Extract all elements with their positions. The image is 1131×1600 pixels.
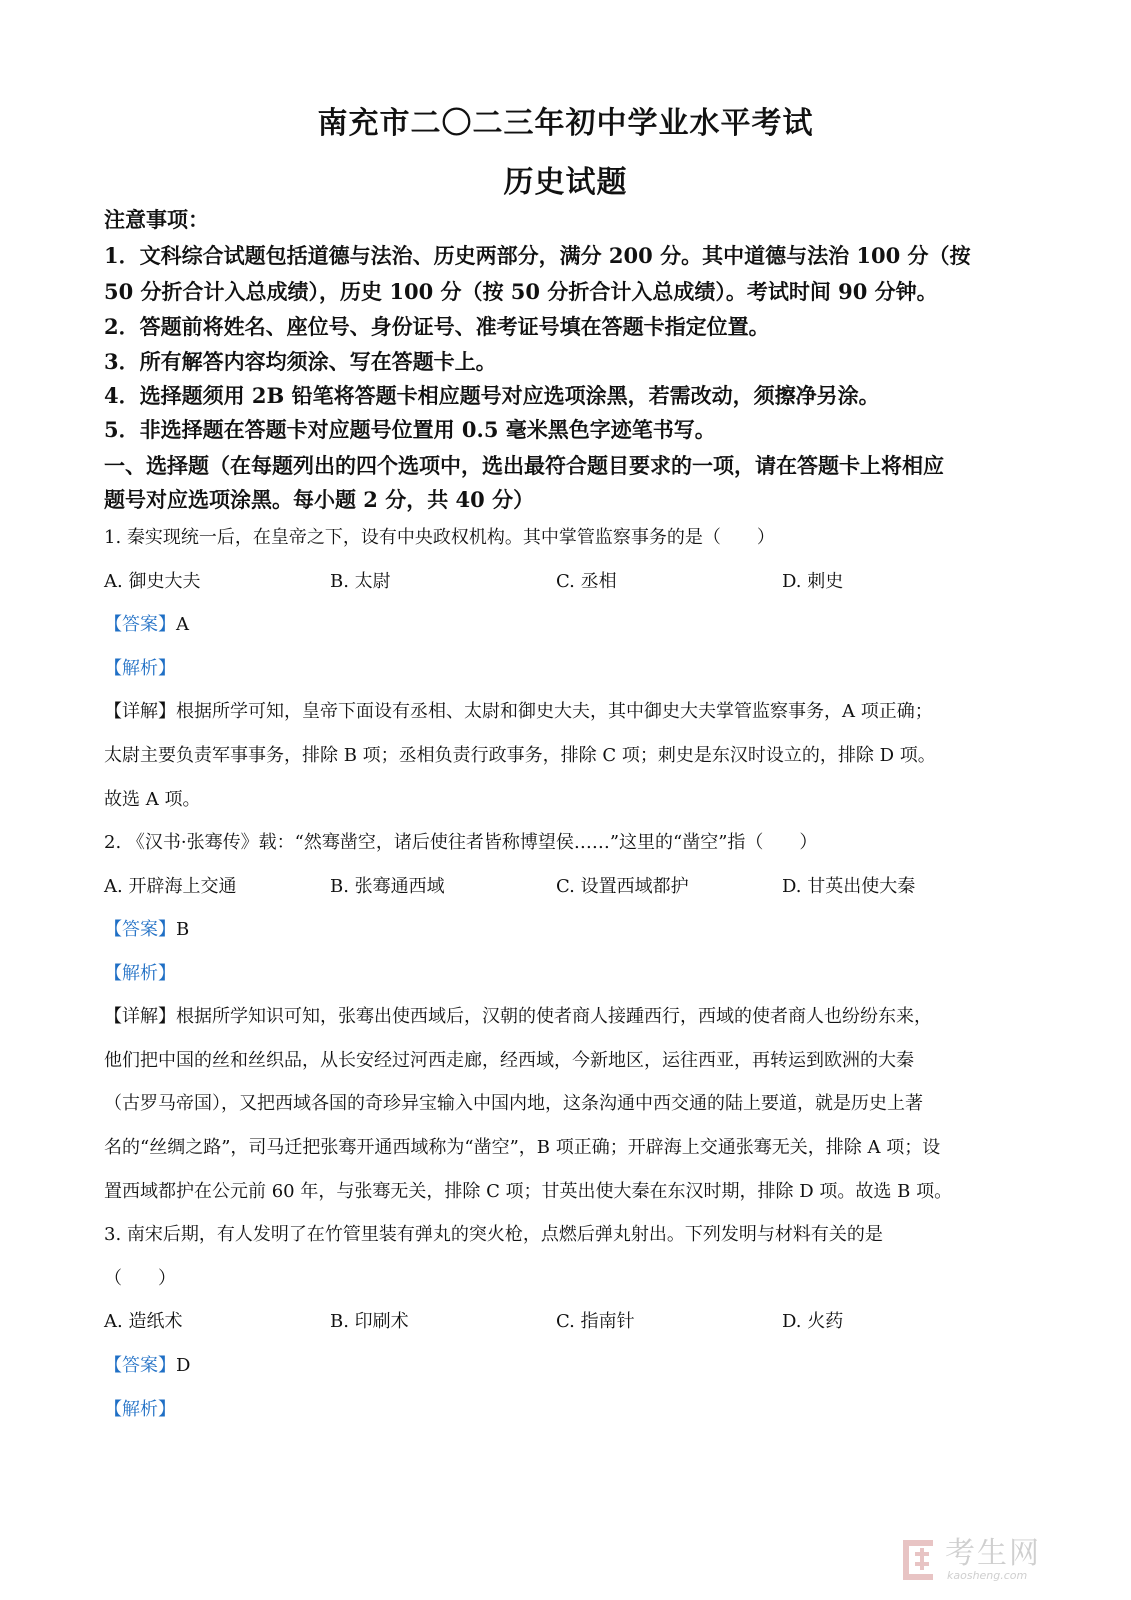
- kaosheng-logo-icon: [901, 1538, 937, 1582]
- detail-text: 根据所学知识可知，张骞出使西域后，汉朝的使者商人接踵西行，西域的使者商人也纷纷东来，: [176, 1006, 932, 1027]
- answer-line: [104, 915, 189, 941]
- answer-line: [104, 610, 189, 636]
- notice-line: 1．文科综合试题包括道德与法治、历史两部分，满分 200 分。其中道德与法治 100 分（按: [104, 243, 971, 268]
- detail-label: 【详解】: [104, 701, 176, 722]
- answer-label: 【答案】: [104, 614, 176, 635]
- analysis-label: 【解析】: [104, 1399, 176, 1420]
- watermark-text: 考生网: [945, 1536, 1041, 1571]
- option-c: C. 丞相: [556, 571, 617, 592]
- notice-line: 3．所有解答内容均须涂、写在答题卡上。: [104, 349, 497, 374]
- page-subtitle: 历史试题: [503, 165, 628, 200]
- detail-line: [104, 697, 933, 723]
- detail-line: [104, 1002, 932, 1028]
- option-d: D. 刺史: [782, 571, 844, 592]
- option-b: B. 太尉: [330, 571, 391, 592]
- option-b: B. 张骞通西域: [330, 876, 445, 897]
- option-b: B. 印刷术: [330, 1311, 409, 1332]
- watermark-logo: [901, 1538, 1111, 1582]
- notice-line: 50 分折合计入总成绩），历史 100 分（按 50 分折合计入总成绩）。考试时间 90 分钟。: [104, 279, 938, 304]
- question-stem: 3. 南宋后期，有人发明了在竹管里装有弹丸的突火枪，点燃后弹丸射出。下列发明与材料有关的是: [104, 1224, 883, 1245]
- detail-line: 太尉主要负责军事事务，排除 B 项；丞相负责行政事务，排除 C 项；刺史是东汉时设立的，排除 D 项。: [104, 745, 936, 766]
- section-heading: 题号对应选项涂黑。每小题 2 分，共 40 分）: [104, 487, 535, 512]
- question-stem: （ ）: [104, 1268, 176, 1289]
- option-a: A. 御史大夫: [104, 571, 201, 592]
- option-c: C. 设置西域都护: [556, 876, 689, 897]
- analysis-label: 【解析】: [104, 658, 176, 679]
- option-d: D. 火药: [782, 1311, 844, 1332]
- answer-value: D: [176, 1355, 191, 1376]
- page-title: 南充市二〇二三年初中学业水平考试: [317, 106, 814, 141]
- detail-line: （古罗马帝国），又把西域各国的奇珍异宝输入中国内地，这条沟通中西交通的陆上要道，就是历史上著: [104, 1093, 923, 1114]
- answer-label: 【答案】: [104, 919, 176, 940]
- answer-line: [104, 1351, 190, 1377]
- detail-line: 故选 A 项。: [104, 789, 201, 810]
- detail-label: 【详解】: [104, 1006, 176, 1027]
- option-c: C. 指南针: [556, 1311, 635, 1332]
- question-stem: 2. 《汉书·张骞传》载：“然骞凿空，诸后使往者皆称博望侯……”这里的“凿空”指（ ）: [104, 832, 818, 853]
- detail-line: 他们把中国的丝和丝织品，从长安经过河西走廊，经西域，今新地区，运往西亚，再转运到欧洲的大秦: [104, 1050, 914, 1071]
- watermark-url: kaosheng.com: [947, 1569, 1028, 1582]
- detail-line: 置西域都护在公元前 60 年，与张骞无关，排除 C 项；甘英出使大秦在东汉时期，排除 D 项。故选 B 项。: [104, 1181, 953, 1202]
- option-a: A. 造纸术: [104, 1311, 183, 1332]
- section-heading: 一、选择题（在每题列出的四个选项中，选出最符合题目要求的一项，请在答题卡上将相应: [104, 453, 944, 478]
- analysis-label: 【解析】: [104, 963, 176, 984]
- notice-heading: 注意事项：: [104, 207, 209, 232]
- answer-label: 【答案】: [104, 1355, 176, 1376]
- option-d: D. 甘英出使大秦: [782, 876, 916, 897]
- notice-line: 4．选择题须用 2B 铅笔将答题卡相应题号对应选项涂黑，若需改动，须擦净另涂。: [104, 383, 880, 408]
- answer-value: B: [176, 919, 190, 940]
- notice-line: 2．答题前将姓名、座位号、身份证号、准考证号填在答题卡指定位置。: [104, 314, 770, 339]
- option-a: A. 开辟海上交通: [104, 876, 237, 897]
- detail-line: 名的“丝绸之路”，司马迁把张骞开通西域称为“凿空”，B 项正确；开辟海上交通张骞无关，排除 A 项；设: [104, 1137, 941, 1158]
- detail-text: 根据所学可知，皇帝下面设有丞相、太尉和御史大夫，其中御史大夫掌管监察事务，A 项正确；: [176, 701, 933, 722]
- notice-line: 5．非选择题在答题卡对应题号位置用 0.5 毫米黑色字迹笔书写。: [104, 417, 716, 442]
- question-stem: 1. 秦实现统一后，在皇帝之下，设有中央政权机构。其中掌管监察事务的是（ ）: [104, 527, 775, 548]
- answer-value: A: [176, 614, 189, 635]
